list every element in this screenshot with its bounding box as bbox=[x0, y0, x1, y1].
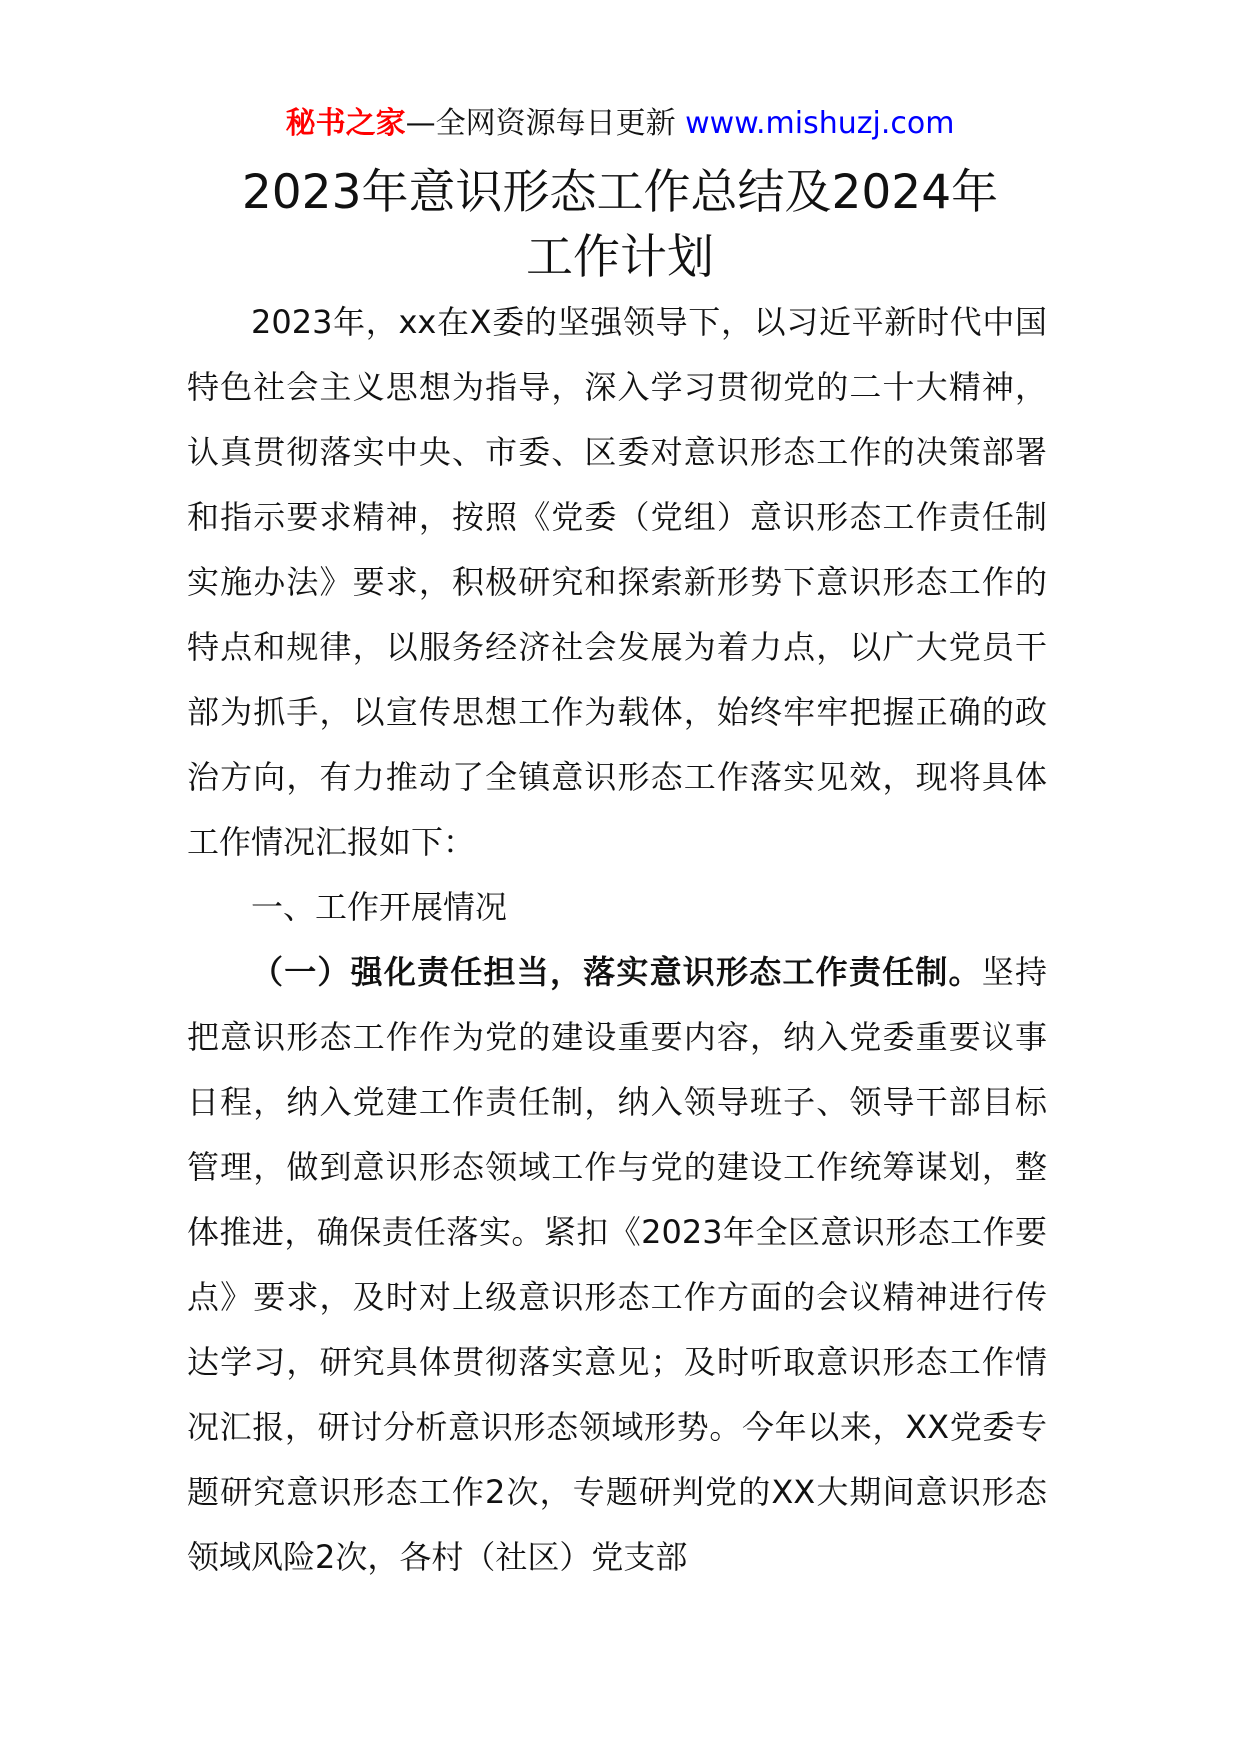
brand-name: 秘书之家 bbox=[285, 106, 406, 141]
title-line-2: 工作计划 bbox=[526, 230, 714, 285]
site-header bbox=[0, 102, 1240, 146]
header-tagline: —全网资源每日更新 bbox=[405, 106, 676, 141]
section-item-paragraph bbox=[187, 940, 1047, 1590]
item-body: 坚持把意识形态工作作为党的建设重要内容，纳入党委重要议事日程，纳入党建工作责任制，纳入领导班子、领导干部目标管理，做到意识形态领域工作与党的建设工作统筹谋划，整体推进，确保责任落实。紧扣《2023年全区意识形态工作要点》要求，及时对上级意识形态工作方面的会议精神进行传达学习，研究具体贯彻落实意见；及时听取意识形态工作情况汇报，研讨分析意识形态领域形势。今年以来，XX党委专题研究意识形态工作2次，专题研判党的XX大期间意识形态领域风险2次，各村（社区）党支部 bbox=[187, 953, 1047, 1576]
document-title bbox=[0, 160, 1240, 290]
title-line-1: 2023年意识形态工作总结及2024年 bbox=[241, 165, 999, 220]
site-url[interactable]: www.mishuzj.com bbox=[685, 106, 955, 141]
section-heading: 一、工作开展情况 bbox=[251, 888, 508, 926]
intro-paragraph: 2023年，xx在X委的坚强领导下，以习近平新时代中国特色社会主义思想为指导，深入学习贯彻党的二十大精神，认真贯彻落实中央、市委、区委对意识形态工作的决策部署和指示要求精神，按照《党委（党组）意识形态工作责任制实施办法》要求，积极研究和探索新形势下意识形态工作的特点和规律，以服务经济社会发展为着力点，以广大党员干部为抓手，以宣传思想工作为载体，始终牢牢把握正确的政治方向，有力推动了全镇意识形态工作落实见效，现将具体工作情况汇报如下： bbox=[187, 303, 1047, 861]
item-lead: （一）强化责任担当，落实意识形态工作责任制。 bbox=[251, 953, 982, 991]
document-body bbox=[187, 290, 1047, 1590]
